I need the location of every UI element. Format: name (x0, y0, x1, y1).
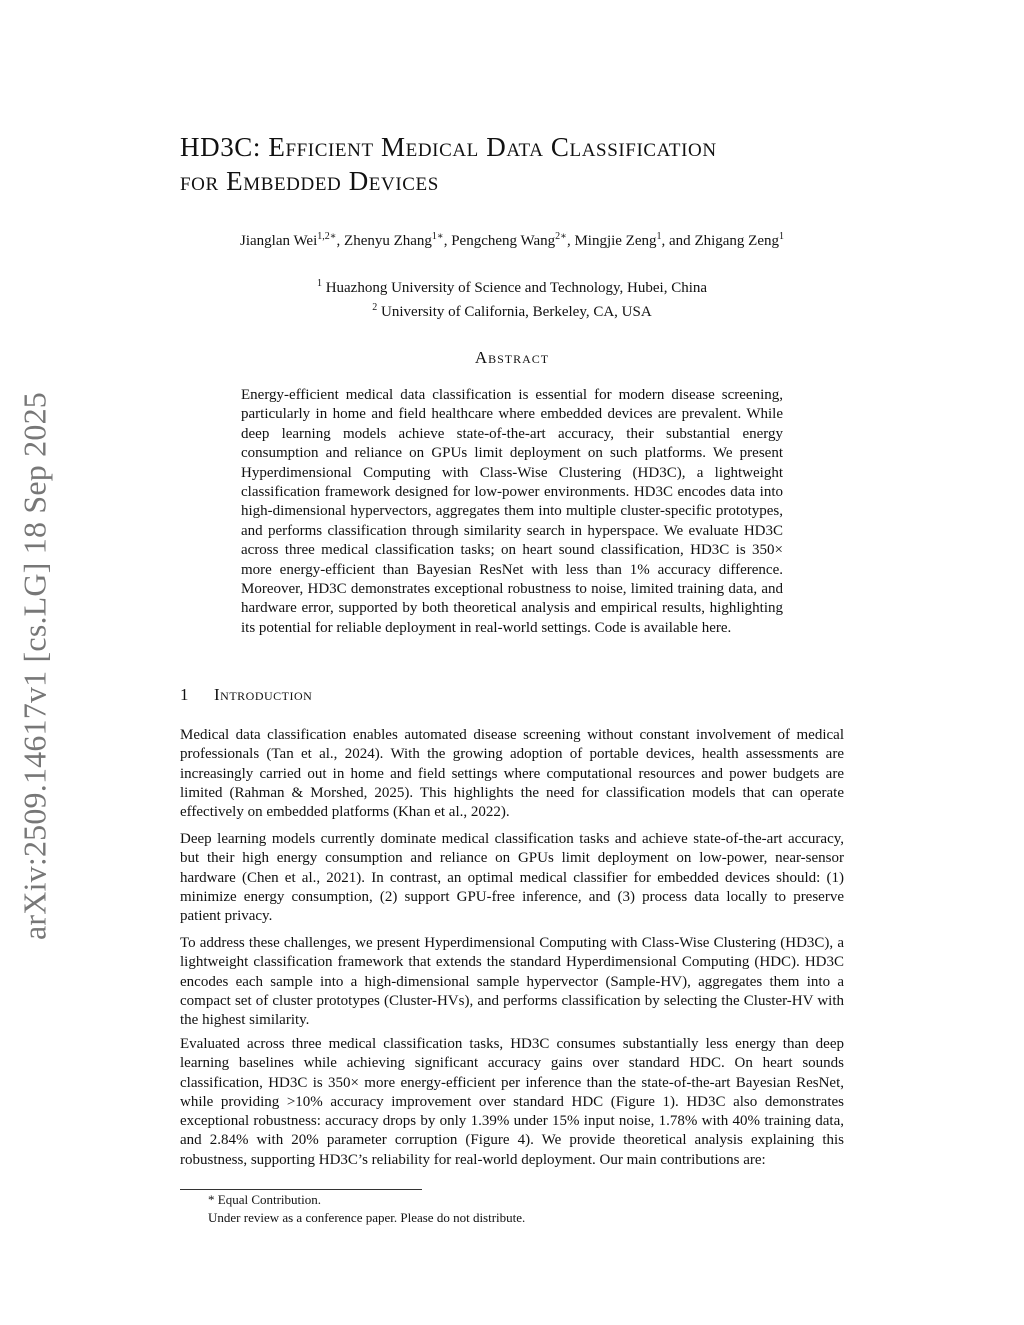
footnote-review-notice: Under review as a conference paper. Please do not distribute. (208, 1210, 526, 1225)
author: Zhigang Zeng$^1$ (694, 231, 784, 249)
footnote-equal-contribution: * Equal Contribution. (208, 1192, 322, 1207)
author: Pengcheng Wang$^{2∗}$ (451, 231, 567, 249)
author: Zhenyu Zhang$^{1∗}$ (344, 231, 444, 249)
arxiv-identifier (4, 372, 66, 960)
title-line-1: HD3C: Efficient Medical Data Classification (180, 132, 717, 162)
footnote-rule (180, 1189, 422, 1190)
author-list: Jianglan Wei$^{1,2∗}$, Zhenyu Zhang$^{1∗}$, Pengcheng Wang$^{2∗}$, Mingjie Zeng$^1$, and Zhigang Zeng$^1$ (239, 231, 784, 249)
section-number: 1 (180, 685, 189, 704)
affiliation: $^1$ Huazhong University of Science and Technology, Hubei, China (316, 278, 708, 296)
intro-paragraph: Evaluated across three medical classification tasks, HD3C consumes substantially less energy than deep learning baselines while achieving significant accuracy gains over standard HDC. On heart sounds classification, HD3C is 350× more energy-efficient per inference than the state-of-the-art Bayesian ResNet, while providing >10% accuracy improvement over standard HDC (Figure 1). HD3C also demonstrates exceptional robustness: accuracy drops by only 1.39% under 15% input noise, 1.78% with 40% training data, and 2.84% with 20% parameter corruption (Figure 4). We provide theoretical analysis explaining this robustness, supporting HD3C’s reliability for real-world deployment. Our main contributions are: (180, 1036, 844, 1168)
paper-title (180, 130, 860, 198)
section-title: Introduction (214, 685, 313, 704)
title-line-2: for Embedded Devices (180, 166, 439, 196)
author: Jianglan Wei$^{1,2∗}$ (239, 231, 337, 249)
authors-joiner: and (669, 233, 691, 249)
abstract-heading: Abstract (474, 348, 550, 367)
intro-paragraph: Medical data classification enables automated disease screening without constant involvement of medical professionals (Tan et al., 2024). With the growing adoption of portable devices, health assessments are increasingly carried out in home and field settings where computational resources and power budgets are limited (Rahman & Morshed, 2025). This highlights the need for classification models that can operate effectively on embedded platforms (Khan et al., 2022). (180, 727, 844, 821)
section-heading-introduction (180, 685, 312, 705)
arxiv-identifier-text: arXiv:2509.14617v1 [cs.LG] 18 Sep 2025 (16, 392, 53, 940)
affiliations (0, 274, 1024, 322)
affiliation: $^2$ University of California, Berkeley, CA, USA (372, 302, 652, 320)
intro-paragraph: To address these challenges, we present Hyperdimensional Computing with Class-Wise Clustering (HD3C), a lightweight classification framework that extends the standard Hyperdimensional Computing (HDC). HD3C encodes each sample into a high-dimensional sample hypervector (Sample-HV), aggregates them into a compact set of cluster prototypes (Cluster-HVs), and performs classification by selecting the Cluster-HV with the highest similarity. (180, 935, 844, 1029)
author: Mingjie Zeng$^1$ (574, 231, 662, 249)
abstract-text: Energy-efficient medical data classification is essential for modern disease screening, particularly in home and field healthcare where embedded devices are prevalent. While deep learning models achieve state-of-the-art accuracy, their substantial energy consumption and reliance on GPUs limit deployment on such platforms. We present Hyperdimensional Computing with Class-Wise Clustering (HD3C), a lightweight classification framework designed for low-power environments. HD3C encodes data into high-dimensional hypervectors, aggregates them into multiple cluster-specific prototypes, and performs classification through similarity search in hyperspace. We evaluate HD3C across three medical classification tasks; on heart sound classification, HD3C is 350× more energy-efficient than Bayesian ResNet with less than 1% accuracy difference. Moreover, HD3C demonstrates exceptional robustness to noise, limited training data, and hardware error, supported by both theoretical analysis and empirical results, highlighting its potential for reliable deployment in real-world settings. Code is available here. (241, 387, 783, 636)
intro-paragraph: Deep learning models currently dominate medical classification tasks and achieve state-of-the-art accuracy, but their high energy consumption and reliance on GPUs limit deployment on low-power, near-sensor hardware (Chen et al., 2021). In contrast, an optimal medical classifier for embedded devices should: (1) minimize energy consumption, (2) support GPU-free inference, and (3) process data locally to preserve patient privacy. (180, 831, 844, 925)
